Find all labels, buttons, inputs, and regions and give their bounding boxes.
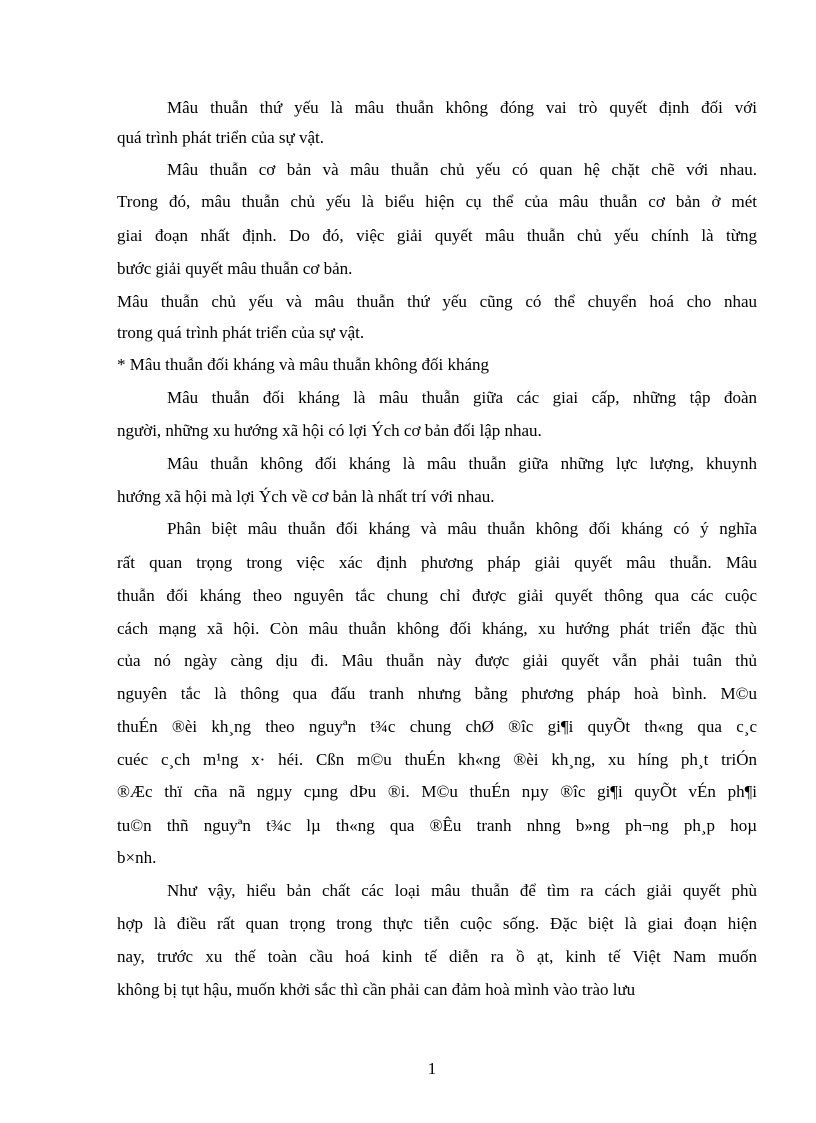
text-line: trong quá trình phát triển của sự vật. <box>117 323 365 342</box>
text-line: Trong đó, mâu thuẫn chủ yếu là biểu hiện cụ thể của mâu thuẫn cơ bản ở mét <box>117 192 757 211</box>
text-line: nay, trước xu thế toàn cầu hoá kinh tế diễn ra ồ ạt, kinh tế Việt Nam muốn <box>117 947 757 966</box>
text-line: của nó ngày càng dịu đi. Mâu thuẫn này được giải quyết vẫn phải tuân thủ <box>117 651 757 670</box>
text-line: tu©n thñ nguyªn t¾c lµ th«ng qua ®Êu tranh nhng b»ng ph¬ng ph¸p hoµ <box>117 816 757 835</box>
text-line: Mâu thuẫn không đối kháng là mâu thuẫn giữa những lực lượng, khuynh <box>167 454 757 473</box>
text-line: cách mạng xã hội. Còn mâu thuẫn không đối kháng, xu hướng phát triển đặc thù <box>117 619 757 638</box>
text-line: không bị tụt hậu, muốn khởi sắc thì cần phải can đảm hoà mình vào trào lưu <box>117 980 636 999</box>
page-number: 1 <box>427 1059 437 1078</box>
text-line: giai đoạn nhất định. Do đó, việc giải quyết mâu thuẫn chủ yếu chính là từng <box>117 226 757 245</box>
text-line: cuéc c¸ch m¹ng x· héi. Cßn m©u thuÉn kh«ng ®èi kh¸ng, xu híng ph¸t triÓn <box>117 750 757 769</box>
text-line: hướng xã hội mà lợi Ých về cơ bản là nhất trí với nhau. <box>117 487 495 506</box>
text-line: nguyên tắc là thông qua đấu tranh nhưng bằng phương pháp hoà bình. M©u <box>117 684 757 703</box>
text-line: * Mâu thuẫn đối kháng và mâu thuẫn không đối kháng <box>117 355 490 374</box>
text-line: ®Æc thï cña nã ngµy cµng dÞu ®i. M©u thuÉn nµy ®îc gi¶i quyÕt vÉn ph¶i <box>117 782 757 801</box>
text-line: Mâu thuẫn cơ bản và mâu thuẫn chủ yếu có quan hệ chặt chẽ với nhau. <box>167 160 757 179</box>
text-line: hợp là điều rất quan trọng trong thực tiễn cuộc sống. Đặc biệt là giai đoạn hiện <box>117 914 757 933</box>
text-line: thuẫn đối kháng theo nguyên tắc chung chỉ được giải quyết thông qua các cuộc <box>117 586 757 605</box>
text-line: Phân biệt mâu thuẫn đối kháng và mâu thuẫn không đối kháng có ý nghĩa <box>167 519 757 538</box>
text-line: Như vậy, hiểu bản chất các loại mâu thuẫn để tìm ra cách giải quyết phù <box>167 881 757 900</box>
text-line: thuÉn ®èi kh¸ng theo nguyªn t¾c chung chØ ®îc gi¶i quyÕt th«ng qua c¸c <box>117 717 757 736</box>
text-line: bước giải quyết mâu thuẫn cơ bản. <box>117 259 353 278</box>
text-line: người, những xu hướng xã hội có lợi Ých cơ bản đối lập nhau. <box>117 421 542 440</box>
text-line: Mâu thuẫn chủ yếu và mâu thuẫn thứ yếu cũng có thể chuyển hoá cho nhau <box>117 292 757 311</box>
text-line: Mâu thuẫn thứ yếu là mâu thuẫn không đóng vai trò quyết định đối với <box>167 98 757 117</box>
text-line: rất quan trọng trong việc xác định phương pháp giải quyết mâu thuẫn. Mâu <box>117 553 757 572</box>
text-line: b×nh. <box>117 848 157 867</box>
text-line: quá trình phát triển của sự vật. <box>117 128 325 147</box>
text-line: Mâu thuẫn đối kháng là mâu thuẫn giữa các giai cấp, những tập đoàn <box>167 388 757 407</box>
